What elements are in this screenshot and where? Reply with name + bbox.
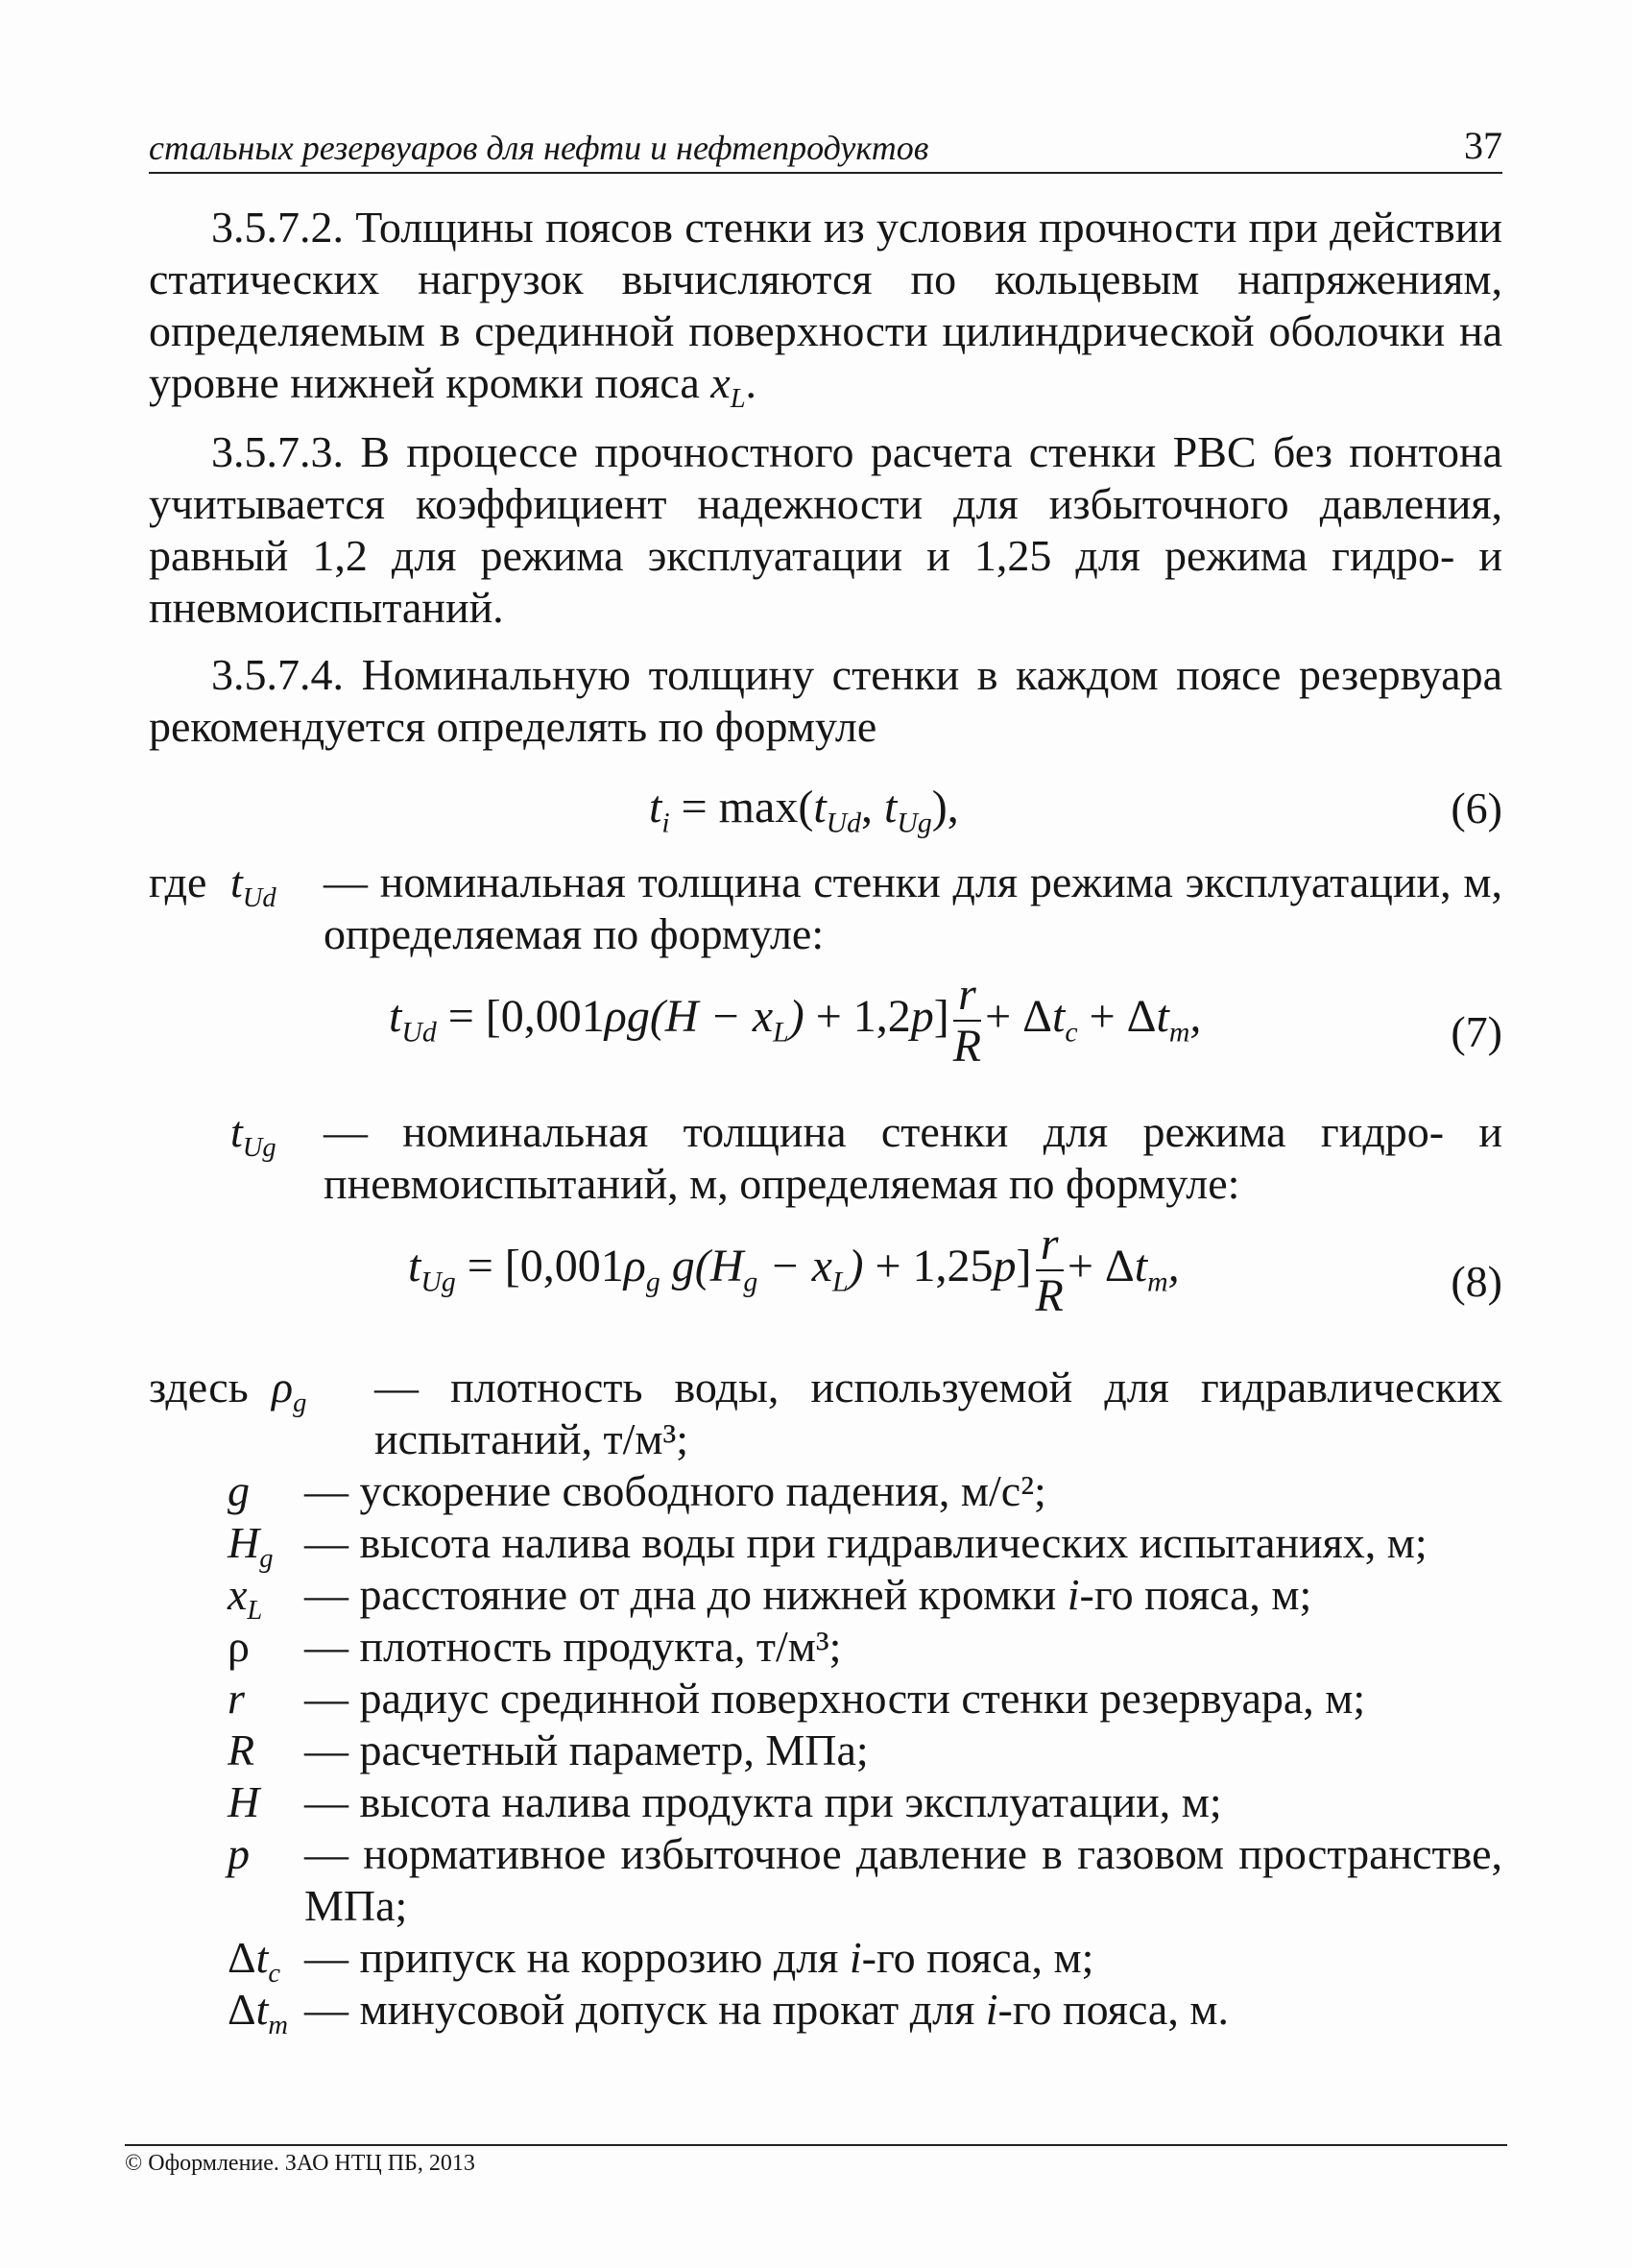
definition-r: — радиус срединной поверхности стенки резервуара, м; [304,1674,1366,1723]
definition-row [149,1465,1502,1517]
var-x: x [710,358,731,407]
symbol-g: g [228,1466,250,1515]
footer-copyright: © Оформление. ЗАО НТЦ ПБ, 2013 [125,2151,475,2176]
definition-row [149,1673,1502,1725]
definition-row [149,1362,1502,1465]
symbol-definitions [149,1362,1502,2040]
symbol-tug: $t_{Ug}$ [230,1107,276,1163]
symbol-p: p [228,1829,250,1878]
symbol-xL: $x_L$ [228,1570,263,1626]
var-i: i [1067,1570,1080,1619]
definition-R: — расчетный параметр, МПа; [304,1725,869,1774]
where-block-tug [149,1106,1502,1212]
paragraph-3-5-7-2 [149,202,1502,425]
equation-8: $t_{Ug} = [0,001\rho_g$ $g(H_g - x_L) + 1,25p$] $\frac{r}{R}$ + $\Delta t_m$, [408,1218,1180,1321]
definition-text: -го пояса, м. [997,1985,1229,2034]
definition-tud: — номинальная толщина стенки для режима эксплуатации, м, определяемая по формуле: [324,857,1502,958]
definition-text: — расстояние от дна до нижней кромки [304,1570,1057,1619]
definition-row [149,1828,1502,1932]
equation-7: $t_{Ud} = [0,001\rho g(H - x_L) + 1,2p]$ $\frac{r}{R}$ + $\Delta t_c + \Delta t_m$, [389,969,1202,1072]
definition-delta-tm [304,1984,1502,2036]
symbol-Hg: $H_g$ [228,1518,274,1574]
symbol-R: R [228,1725,255,1774]
definition-row [149,1517,1502,1574]
var-i: i [849,1933,862,1982]
definition-p: — нормативное избыточное давление в газовом пространстве, МПа; [304,1829,1502,1930]
definition-Hg: — высота налива воды при гидравлических испытаниях, м; [304,1518,1428,1567]
paragraph-3-5-7-4: 3.5.7.4. Номинальную толщину стенки в каждом поясе резервуара рекомендуется определять по формуле [149,650,1502,751]
where-label: где [149,857,207,906]
definition-delta-tc [304,1932,1502,1984]
symbol-delta-tm: $\Delta t_m$ [228,1985,288,2040]
here-label: здесь [149,1363,249,1411]
definition-tug: — номинальная толщина стенки для режима гидро- и пневмоиспытаний, м, определяемая по формуле: [324,1107,1502,1208]
definition-row [149,1932,1502,1989]
definition-row [149,1725,1502,1776]
definition-H: — высота налива продукта при эксплуатации, м; [304,1777,1222,1826]
running-head [149,123,1502,174]
definition-g: — ускорение свободного падения, м/с²; [304,1466,1046,1515]
definition-row [149,1776,1502,1828]
definition-row [149,1569,1502,1626]
period: . [745,358,757,407]
symbol-delta-tc: $\Delta t_c$ [228,1933,281,1989]
definition-text: — припуск на коррозию для [304,1933,839,1982]
symbol-rho: ρ [228,1622,250,1671]
var-subscript: L [730,383,746,414]
definition-rho-g: — плотность воды, используемой для гидравлических испытаний, т/м³; [374,1363,1502,1463]
definition-text: — минусовой допуск на прокат для [304,1985,975,2034]
definition-xL [304,1569,1502,1621]
running-head-title: стальных резервуаров для нефти и нефтепродуктов [149,129,929,167]
paragraph-3-5-7-3: 3.5.7.3. В процессе прочностного расчета стенки РВС без понтона учитывается коэффициент надежности для избыточного давления, равный 1,2 для режима эксплуатации и 1,25 для режима гидро- и пневмоиспытаний. [149,427,1502,632]
symbol-tud: $t_{Ud}$ [230,857,276,913]
symbol-r: r [228,1674,245,1723]
var-i: i [985,1985,998,2034]
equation-6: $t_i = \max(t_{Ud}$, $t_{Ug}$), [649,782,959,839]
definition-row [149,1984,1502,2040]
paragraph-text: 3.5.7.2. Толщины поясов стенки из условия прочности при действии статических нагрузок вычисляются по кольцевым напряжениям, определяемым в срединной поверхности цилиндрической оболочки на уровне нижней кромки пояса [149,203,1502,407]
definition-row [149,1621,1502,1673]
symbol-rho-g: $\rho_g$ [272,1363,307,1418]
equation-7-number: (7) [1451,1007,1502,1056]
where-block-tud [149,857,1502,962]
symbol-H: H [228,1777,260,1826]
definition-rho: — плотность продукта, т/м³; [304,1622,842,1671]
definition-text: -го пояса, м; [861,1933,1094,1982]
definition-text: -го пояса, м; [1079,1570,1312,1619]
equation-6-number: (6) [1451,784,1502,832]
page-number: 37 [1464,124,1502,167]
footer-rule [125,2144,1507,2146]
equation-8-number: (8) [1451,1257,1502,1306]
